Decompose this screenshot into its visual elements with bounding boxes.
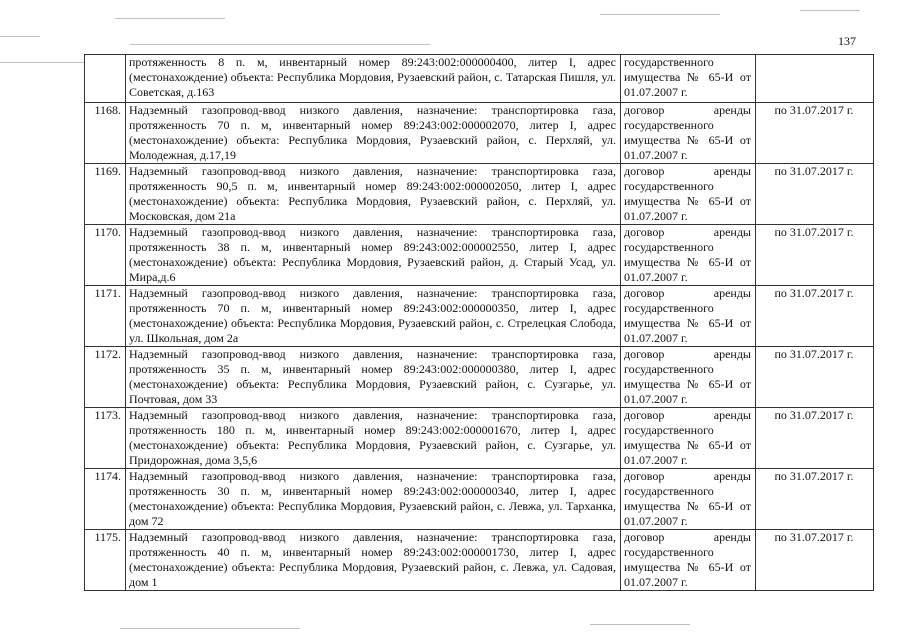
table-row <box>85 225 874 286</box>
table-row <box>85 347 874 408</box>
table-row <box>85 286 874 347</box>
lease-term: по 31.07.2017 г. <box>756 347 874 408</box>
scan-artifact-line <box>0 62 84 63</box>
table-row <box>85 408 874 469</box>
row-number: 1172. <box>85 347 126 408</box>
lease-term: по 31.07.2017 г. <box>756 408 874 469</box>
row-number: 1175. <box>85 530 126 591</box>
scan-artifact-line <box>600 14 720 15</box>
row-number: 1170. <box>85 225 126 286</box>
object-description: Надземный газопровод-ввод низкого давления, назначение: транспортировка газа, протяженность 40 п. м, инвентарный номер 89:243:002:000001730, литер I, адрес (местонахождение) объекта: Республика Мордовия, Рузаевский район, с. Левжа, ул. Садовая, дом 1 <box>126 530 621 591</box>
lease-basis: договор аренды государственного имущества № 65-И от 01.07.2007 г. <box>621 469 756 530</box>
object-description: Надземный газопровод-ввод низкого давления, назначение: транспортировка газа, протяженность 30 п. м, инвентарный номер 89:243:002:000000340, литер I, адрес (местонахождение) объекта: Республика Мордовия, Рузаевский район, с. Левжа, ул. Тарханка, дом 72 <box>126 469 621 530</box>
lease-basis: договор аренды государственного имущества № 65-И от 01.07.2007 г. <box>621 225 756 286</box>
lease-basis: договор аренды государственного имущества № 65-И от 01.07.2007 г. <box>621 530 756 591</box>
lease-term: по 31.07.2017 г. <box>756 530 874 591</box>
lease-basis: договор аренды государственного имущества № 65-И от 01.07.2007 г. <box>621 408 756 469</box>
lease-basis: договор аренды государственного имущества № 65-И от 01.07.2007 г. <box>621 347 756 408</box>
lease-term: по 31.07.2017 г. <box>756 469 874 530</box>
table-row-continued <box>85 55 874 103</box>
scan-artifact-line <box>800 10 860 11</box>
scan-artifact-line <box>0 36 40 37</box>
object-description: Надземный газопровод-ввод низкого давления, назначение: транспортировка газа, протяженность 90,5 п. м, инвентарный номер 89:243:002:000002050, литер I, адрес (местонахождение) объекта: Республика Мордовия, Рузаевский район, с. Перхляй, ул. Московская, дом 21а <box>126 164 621 225</box>
object-description: протяженность 8 п. м, инвентарный номер 89:243:002:000000400, литер I, адрес (местонахождение) объекта: Республика Мордовия, Рузаевский район, с. Татарская Пишля, ул. Советская, д.163 <box>126 55 621 103</box>
table-row <box>85 530 874 591</box>
lease-term: по 31.07.2017 г. <box>756 225 874 286</box>
lease-term <box>756 55 874 103</box>
row-number: 1168. <box>85 103 126 164</box>
object-description: Надземный газопровод-ввод низкого давления, назначение: транспортировка газа, протяженность 180 п. м, инвентарный номер 89:243:002:000001670, литер I, адрес (местонахождение) объекта: Республика Мордовия, Рузаевский район, с. Сузгарье, ул. Придорожная, дома 3,5,6 <box>126 408 621 469</box>
row-number <box>85 55 126 103</box>
table-row <box>85 103 874 164</box>
row-number: 1173. <box>85 408 126 469</box>
row-number: 1169. <box>85 164 126 225</box>
table-row <box>85 164 874 225</box>
object-description: Надземный газопровод-ввод низкого давления, назначение: транспортировка газа, протяженность 70 п. м, инвентарный номер 89:243:002:000000350, литер I, адрес (местонахождение) объекта: Республика Мордовия, Рузаевский район, с. Стрелецкая Слобода, ул. Школьная, дом 2а <box>126 286 621 347</box>
lease-term: по 31.07.2017 г. <box>756 164 874 225</box>
scan-artifact-line <box>120 628 300 629</box>
object-description: Надземный газопровод-ввод низкого давления, назначение: транспортировка газа, протяженность 70 п. м, инвентарный номер 89:243:002:000002070, литер I, адрес (местонахождение) объекта: Республика Мордовия, Рузаевский район, с. Перхляй, ул. Молодежная, д.17,19 <box>126 103 621 164</box>
page-number: 137 <box>838 34 856 48</box>
object-description: Надземный газопровод-ввод низкого давления, назначение: транспортировка газа, протяженность 38 п. м, инвентарный номер 89:243:002:000002550, литер I, адрес (местонахождение) объекта: Республика Мордовия, Рузаевский район, д. Старый Усад, ул. Мира,д.6 <box>126 225 621 286</box>
property-registry-table <box>84 54 874 591</box>
scan-artifact-line <box>115 18 225 19</box>
lease-basis: договор аренды государственного имущества № 65-И от 01.07.2007 г. <box>621 164 756 225</box>
scan-artifact-line <box>590 624 690 625</box>
lease-basis: государственного имущества № 65-И от 01.07.2007 г. <box>621 55 756 103</box>
lease-basis: договор аренды государственного имущества № 65-И от 01.07.2007 г. <box>621 286 756 347</box>
lease-basis: договор аренды государственного имущества № 65-И от 01.07.2007 г. <box>621 103 756 164</box>
table-row <box>85 469 874 530</box>
lease-term: по 31.07.2017 г. <box>756 286 874 347</box>
row-number: 1171. <box>85 286 126 347</box>
lease-term: по 31.07.2017 г. <box>756 103 874 164</box>
row-number: 1174. <box>85 469 126 530</box>
object-description: Надземный газопровод-ввод низкого давления, назначение: транспортировка газа, протяженность 35 п. м, инвентарный номер 89:243:002:000000380, литер I, адрес (местонахождение) объекта: Республика Мордовия, Рузаевский район, с. Сузгарье, ул. Почтовая, дом 33 <box>126 347 621 408</box>
scan-artifact-line <box>130 44 430 45</box>
